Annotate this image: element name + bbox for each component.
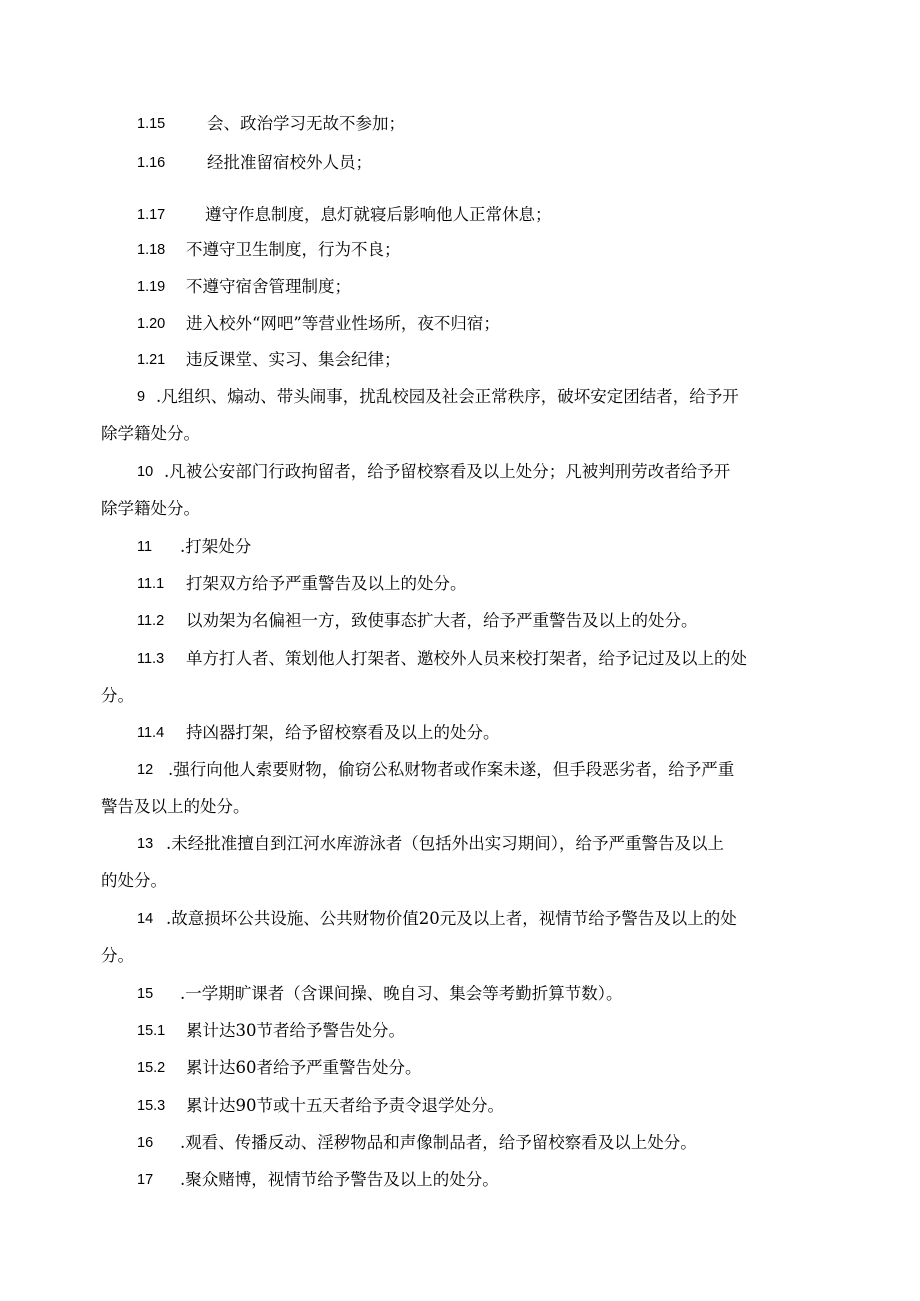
item-number: 1.20 bbox=[137, 316, 166, 332]
item-number: 16 bbox=[137, 1135, 154, 1151]
item-text: .凡被公安部门行政拘留者，给予留校察看及以上处分；凡被判刑劳改者给予开 bbox=[164, 462, 731, 481]
item-text: .观看、传播反动、淫秽物品和声像制品者，给予留校察看及以上处分。 bbox=[180, 1133, 697, 1152]
item-number: 17 bbox=[137, 1172, 154, 1188]
item-number: 1.18 bbox=[137, 242, 166, 258]
item-number: 11 bbox=[137, 539, 153, 555]
item-text: .打架处分 bbox=[180, 537, 252, 556]
item-number: 1.17 bbox=[137, 207, 166, 223]
item-text: .聚众赌博，视情节给予警告及以上的处分。 bbox=[180, 1170, 499, 1189]
item-number: 13 bbox=[137, 836, 154, 852]
item-text: 以劝架为名偏袒一方，致使事态扩大者，给予严重警告及以上的处分。 bbox=[186, 611, 698, 630]
item-number: 12 bbox=[137, 762, 154, 778]
item-number: 1.19 bbox=[137, 279, 166, 295]
item-number: 15.2 bbox=[137, 1060, 166, 1076]
item-text: 持凶器打架，给予留校察看及以上的处分。 bbox=[186, 723, 500, 742]
item-number: 15.3 bbox=[137, 1098, 166, 1114]
item-number: 14 bbox=[137, 911, 154, 927]
item-text: 累计达60者给予严重警告处分。 bbox=[186, 1058, 422, 1077]
item-text: .未经批准擅自到江河水库游泳者（包括外出实习期间），给予严重警告及以上 bbox=[166, 834, 724, 853]
item-number: 1.16 bbox=[137, 155, 166, 171]
item-number: 11.3 bbox=[137, 651, 165, 667]
item-continuation: 警告及以上的处分。 bbox=[101, 797, 250, 816]
item-number: 9 bbox=[137, 389, 146, 405]
item-number: 1.15 bbox=[137, 116, 166, 132]
item-number: 10 bbox=[137, 464, 154, 480]
item-number: 11.4 bbox=[137, 725, 165, 741]
item-text: 不遵守卫生制度，行为不良； bbox=[186, 240, 401, 259]
item-text: .故意损坏公共设施、公共财物价值20元及以上者，视情节给予警告及以上的处 bbox=[166, 909, 737, 928]
item-continuation: 分。 bbox=[101, 686, 134, 705]
item-text: .凡组织、煽动、带头闹事，扰乱校园及社会正常秩序，破坏安定团结者，给予开 bbox=[156, 387, 739, 406]
item-number: 15 bbox=[137, 986, 154, 1002]
item-text: 违反课堂、实习、集会纪律； bbox=[186, 350, 401, 369]
item-number: 11.2 bbox=[137, 613, 165, 629]
item-continuation: 的处分。 bbox=[101, 871, 167, 890]
item-text: 遵守作息制度，息灯就寝后影响他人正常休息； bbox=[205, 205, 552, 224]
item-number: 11.1 bbox=[137, 576, 165, 592]
item-text: 累计达90节或十五天者给予责令退学处分。 bbox=[186, 1096, 504, 1115]
item-text: 打架双方给予严重警告及以上的处分。 bbox=[186, 574, 467, 593]
item-text: 会、政治学习无故不参加； bbox=[207, 114, 405, 133]
item-continuation: 分。 bbox=[101, 946, 134, 965]
item-continuation: 除学籍处分。 bbox=[101, 424, 200, 443]
item-text: 经批准留宿校外人员； bbox=[207, 153, 372, 172]
item-text: 进入校外“网吧”等营业性场所，夜不归宿； bbox=[186, 314, 500, 333]
item-text: 累计达30节者给予警告处分。 bbox=[186, 1021, 405, 1040]
item-text: .一学期旷课者（含课间操、晚自习、集会等考勤折算节数）。 bbox=[180, 984, 623, 1003]
item-text: 不遵守宿舍管理制度； bbox=[186, 277, 351, 296]
item-number: 15.1 bbox=[137, 1023, 166, 1039]
item-number: 1.21 bbox=[137, 352, 166, 368]
item-text: .强行向他人索要财物，偷窃公私财物者或作案未遂，但手段恶劣者，给予严重 bbox=[168, 760, 735, 779]
item-continuation: 除学籍处分。 bbox=[101, 499, 200, 518]
item-text: 单方打人者、策划他人打架者、邀校外人员来校打架者，给予记过及以上的处 bbox=[186, 649, 747, 668]
